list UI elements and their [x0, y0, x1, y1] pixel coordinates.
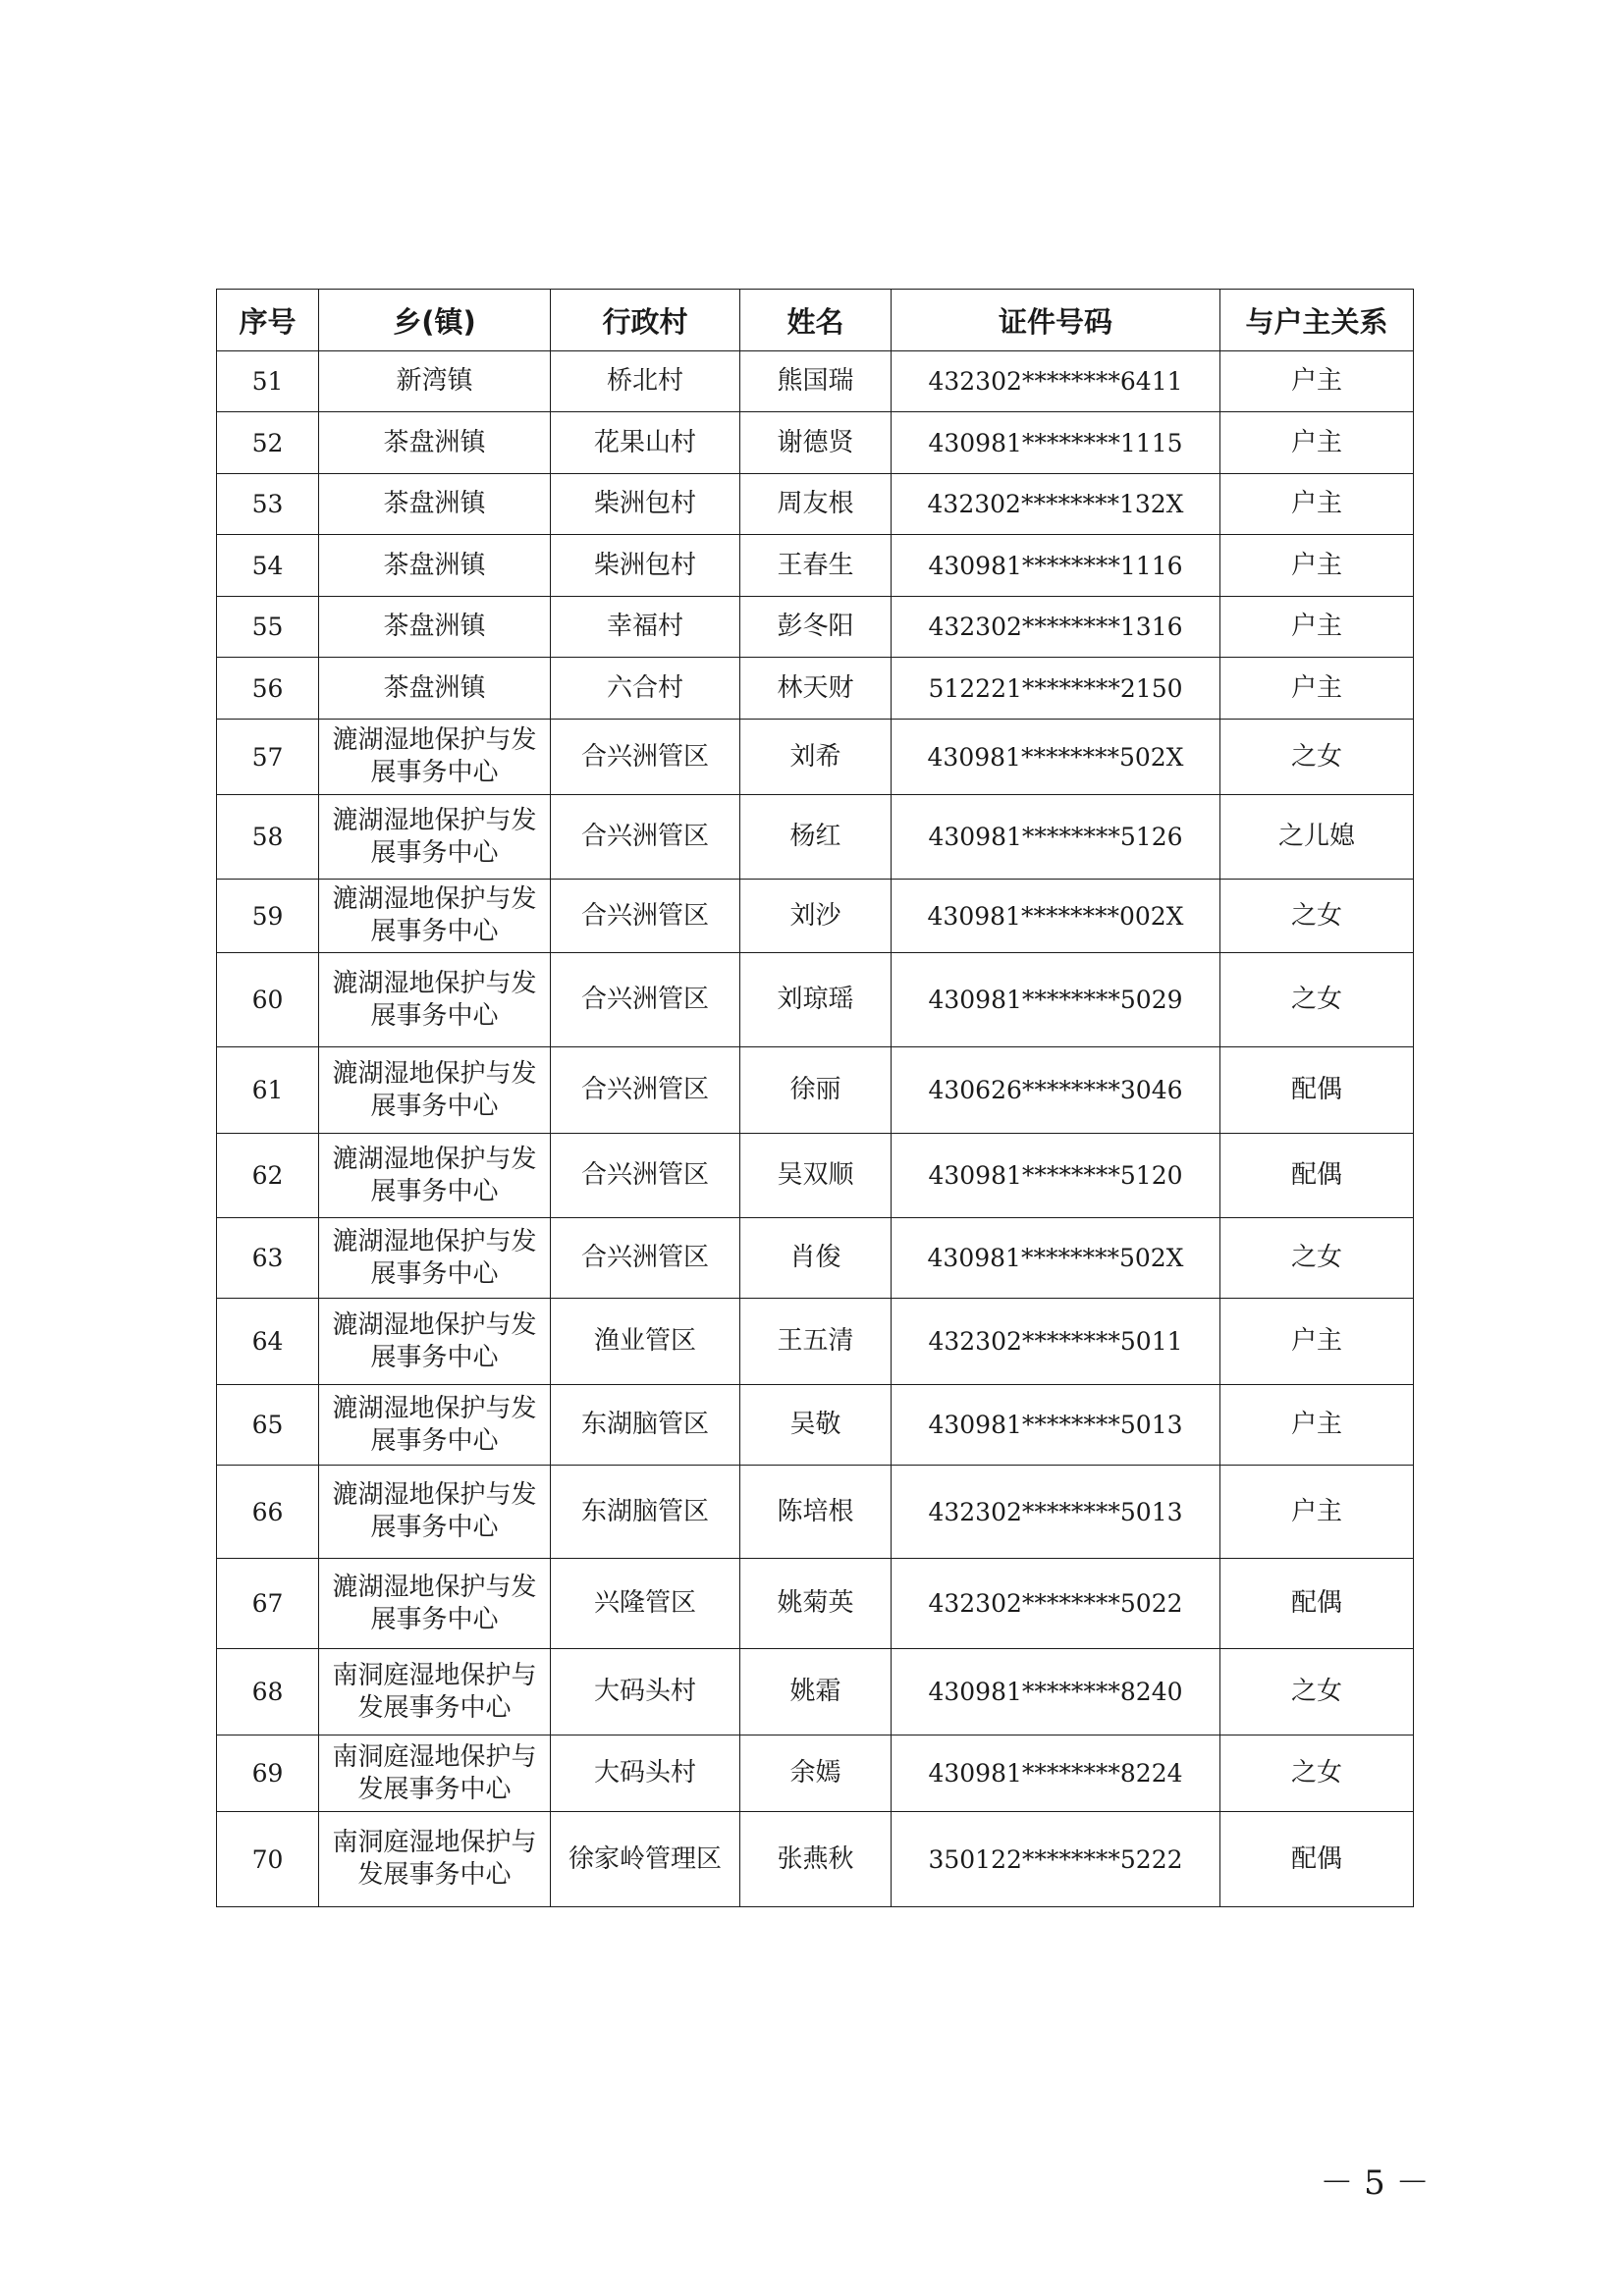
- cell-id-number: 430981********5013: [892, 1385, 1220, 1466]
- cell-id-number: 512221********2150: [892, 658, 1220, 720]
- cell-relation: 户主: [1220, 1299, 1414, 1385]
- cell-id-number: 430981********002X: [892, 880, 1220, 953]
- cell-village: 柴洲包村: [551, 535, 740, 597]
- cell-id-number: 430981********502X: [892, 1218, 1220, 1299]
- cell-name: 张燕秋: [740, 1812, 892, 1907]
- cell-town: 茶盘洲镇: [319, 412, 551, 474]
- table-row: [217, 1466, 1414, 1559]
- cell-town: 漉湖湿地保护与发展事务中心: [319, 880, 551, 953]
- table-row: [217, 795, 1414, 880]
- cell-relation: 配偶: [1220, 1812, 1414, 1907]
- cell-id-number: 430981********5120: [892, 1134, 1220, 1218]
- cell-id-number: 430981********5029: [892, 953, 1220, 1047]
- cell-relation: 之儿媳: [1220, 795, 1414, 880]
- cell-relation: 户主: [1220, 535, 1414, 597]
- cell-serial: 65: [217, 1385, 319, 1466]
- cell-town: 茶盘洲镇: [319, 474, 551, 535]
- cell-village: 渔业管区: [551, 1299, 740, 1385]
- cell-serial: 51: [217, 351, 319, 412]
- cell-town: 新湾镇: [319, 351, 551, 412]
- table-row: [217, 474, 1414, 535]
- cell-name: 姚霜: [740, 1649, 892, 1735]
- cell-relation: 户主: [1220, 658, 1414, 720]
- cell-name: 刘沙: [740, 880, 892, 953]
- cell-village: 大码头村: [551, 1649, 740, 1735]
- cell-serial: 64: [217, 1299, 319, 1385]
- cell-serial: 63: [217, 1218, 319, 1299]
- cell-village: 兴隆管区: [551, 1559, 740, 1649]
- cell-village: 桥北村: [551, 351, 740, 412]
- table-row: [217, 720, 1414, 795]
- table-row: [217, 1559, 1414, 1649]
- cell-relation: 户主: [1220, 597, 1414, 658]
- cell-id-number: 350122********5222: [892, 1812, 1220, 1907]
- table-row: [217, 953, 1414, 1047]
- cell-id-number: 430981********8224: [892, 1735, 1220, 1812]
- cell-town: 南洞庭湿地保护与发展事务中心: [319, 1735, 551, 1812]
- cell-id-number: 430981********1116: [892, 535, 1220, 597]
- cell-name: 杨红: [740, 795, 892, 880]
- cell-name: 刘希: [740, 720, 892, 795]
- table-body: [217, 351, 1414, 1907]
- cell-name: 林天财: [740, 658, 892, 720]
- cell-relation: 之女: [1220, 1218, 1414, 1299]
- header-village: 行政村: [551, 290, 740, 351]
- cell-village: 幸福村: [551, 597, 740, 658]
- cell-name: 谢德贤: [740, 412, 892, 474]
- cell-relation: 户主: [1220, 1385, 1414, 1466]
- cell-name: 吴双顺: [740, 1134, 892, 1218]
- cell-village: 柴洲包村: [551, 474, 740, 535]
- roster-table: [216, 289, 1414, 1907]
- cell-town: 茶盘洲镇: [319, 597, 551, 658]
- table-row: [217, 1218, 1414, 1299]
- cell-serial: 60: [217, 953, 319, 1047]
- cell-serial: 70: [217, 1812, 319, 1907]
- cell-serial: 52: [217, 412, 319, 474]
- cell-town: 漉湖湿地保护与发展事务中心: [319, 953, 551, 1047]
- table-row: [217, 658, 1414, 720]
- cell-town: 漉湖湿地保护与发展事务中心: [319, 795, 551, 880]
- table-row: [217, 1385, 1414, 1466]
- cell-relation: 之女: [1220, 953, 1414, 1047]
- cell-name: 周友根: [740, 474, 892, 535]
- cell-village: 合兴洲管区: [551, 795, 740, 880]
- cell-village: 合兴洲管区: [551, 880, 740, 953]
- cell-serial: 58: [217, 795, 319, 880]
- cell-town: 漉湖湿地保护与发展事务中心: [319, 1218, 551, 1299]
- page-number: － 5 －: [1320, 2163, 1430, 2203]
- cell-serial: 54: [217, 535, 319, 597]
- cell-town: 漉湖湿地保护与发展事务中心: [319, 1047, 551, 1134]
- cell-relation: 配偶: [1220, 1559, 1414, 1649]
- table-row: [217, 1735, 1414, 1812]
- table-row: [217, 597, 1414, 658]
- cell-name: 熊国瑞: [740, 351, 892, 412]
- cell-id-number: 430981********502X: [892, 720, 1220, 795]
- cell-relation: 配偶: [1220, 1134, 1414, 1218]
- table-row: [217, 1649, 1414, 1735]
- cell-relation: 之女: [1220, 720, 1414, 795]
- cell-relation: 户主: [1220, 474, 1414, 535]
- cell-id-number: 430981********1115: [892, 412, 1220, 474]
- table-row: [217, 1812, 1414, 1907]
- cell-serial: 66: [217, 1466, 319, 1559]
- cell-serial: 56: [217, 658, 319, 720]
- cell-name: 肖俊: [740, 1218, 892, 1299]
- cell-village: 徐家岭管理区: [551, 1812, 740, 1907]
- cell-relation: 之女: [1220, 1735, 1414, 1812]
- table-row: [217, 412, 1414, 474]
- header-town: 乡(镇): [319, 290, 551, 351]
- cell-town: 漉湖湿地保护与发展事务中心: [319, 1385, 551, 1466]
- cell-village: 花果山村: [551, 412, 740, 474]
- header-serial: 序号: [217, 290, 319, 351]
- cell-village: 合兴洲管区: [551, 1218, 740, 1299]
- cell-id-number: 430626********3046: [892, 1047, 1220, 1134]
- cell-serial: 67: [217, 1559, 319, 1649]
- cell-village: 大码头村: [551, 1735, 740, 1812]
- cell-name: 刘琼瑶: [740, 953, 892, 1047]
- cell-village: 合兴洲管区: [551, 1134, 740, 1218]
- cell-village: 六合村: [551, 658, 740, 720]
- table-row: [217, 535, 1414, 597]
- table-row: [217, 1134, 1414, 1218]
- table-row: [217, 351, 1414, 412]
- cell-serial: 68: [217, 1649, 319, 1735]
- cell-relation: 户主: [1220, 1466, 1414, 1559]
- cell-village: 东湖脑管区: [551, 1466, 740, 1559]
- cell-town: 茶盘洲镇: [319, 658, 551, 720]
- table-row: [217, 1047, 1414, 1134]
- cell-town: 漉湖湿地保护与发展事务中心: [319, 1559, 551, 1649]
- cell-relation: 户主: [1220, 351, 1414, 412]
- cell-town: 漉湖湿地保护与发展事务中心: [319, 1466, 551, 1559]
- cell-name: 王春生: [740, 535, 892, 597]
- cell-serial: 69: [217, 1735, 319, 1812]
- cell-name: 彭冬阳: [740, 597, 892, 658]
- cell-serial: 53: [217, 474, 319, 535]
- table-row: [217, 1299, 1414, 1385]
- cell-id-number: 432302********132X: [892, 474, 1220, 535]
- cell-name: 陈培根: [740, 1466, 892, 1559]
- cell-id-number: 432302********5013: [892, 1466, 1220, 1559]
- cell-name: 余嫣: [740, 1735, 892, 1812]
- cell-village: 合兴洲管区: [551, 953, 740, 1047]
- header-name: 姓名: [740, 290, 892, 351]
- cell-relation: 之女: [1220, 1649, 1414, 1735]
- cell-town: 南洞庭湿地保护与发展事务中心: [319, 1649, 551, 1735]
- cell-relation: 配偶: [1220, 1047, 1414, 1134]
- cell-id-number: 430981********8240: [892, 1649, 1220, 1735]
- cell-village: 合兴洲管区: [551, 1047, 740, 1134]
- header-relation: 与户主关系: [1220, 290, 1414, 351]
- cell-serial: 61: [217, 1047, 319, 1134]
- cell-id-number: 432302********5011: [892, 1299, 1220, 1385]
- cell-name: 王五清: [740, 1299, 892, 1385]
- cell-id-number: 432302********6411: [892, 351, 1220, 412]
- header-id-number: 证件号码: [892, 290, 1220, 351]
- cell-town: 漉湖湿地保护与发展事务中心: [319, 720, 551, 795]
- cell-town: 茶盘洲镇: [319, 535, 551, 597]
- cell-relation: 户主: [1220, 412, 1414, 474]
- cell-serial: 59: [217, 880, 319, 953]
- cell-id-number: 432302********5022: [892, 1559, 1220, 1649]
- cell-relation: 之女: [1220, 880, 1414, 953]
- cell-serial: 55: [217, 597, 319, 658]
- cell-name: 吴敬: [740, 1385, 892, 1466]
- cell-town: 南洞庭湿地保护与发展事务中心: [319, 1812, 551, 1907]
- cell-name: 姚菊英: [740, 1559, 892, 1649]
- table-row: [217, 880, 1414, 953]
- header-row: [217, 290, 1414, 351]
- cell-serial: 57: [217, 720, 319, 795]
- cell-id-number: 430981********5126: [892, 795, 1220, 880]
- cell-id-number: 432302********1316: [892, 597, 1220, 658]
- cell-town: 漉湖湿地保护与发展事务中心: [319, 1299, 551, 1385]
- cell-village: 东湖脑管区: [551, 1385, 740, 1466]
- cell-town: 漉湖湿地保护与发展事务中心: [319, 1134, 551, 1218]
- cell-serial: 62: [217, 1134, 319, 1218]
- cell-name: 徐丽: [740, 1047, 892, 1134]
- cell-village: 合兴洲管区: [551, 720, 740, 795]
